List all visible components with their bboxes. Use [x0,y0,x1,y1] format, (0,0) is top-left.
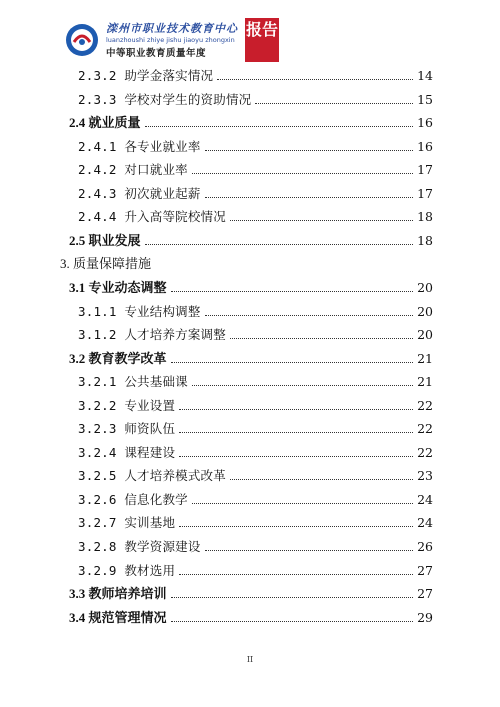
toc-entry[interactable] [78,158,433,180]
toc-dot-leader [205,150,414,151]
toc-dot-leader [171,291,414,292]
toc-entry[interactable] [69,229,433,251]
toc-entry[interactable] [78,64,433,86]
toc-entry[interactable] [78,394,433,416]
toc-entry[interactable] [69,347,433,369]
toc-entry-title: 2.4.4 升入高等院校情况 [78,209,226,225]
toc-entry-page: 22 [417,444,433,460]
toc-entry[interactable] [78,370,433,392]
toc-entry[interactable] [78,182,433,204]
toc-dot-leader [179,409,413,410]
school-name: 滦州市职业技术教育中心 [106,22,238,35]
toc-entry[interactable] [78,535,433,557]
toc-entry-title: 3.2.8 教学资源建设 [78,539,201,554]
toc-entry-page: 16 [417,115,433,131]
toc-entry-title: 3.2.3 师资队伍 [78,421,176,437]
toc-dot-leader [230,338,413,339]
toc-dot-leader [230,479,413,480]
toc-entry-title: 3. 质量保障措施 [60,256,152,272]
toc-entry[interactable] [78,464,433,486]
toc-entry-title: 3.1 专业动态调整 [69,279,167,295]
toc-entry-page: 26 [417,539,433,554]
toc-entry-page: 20 [417,303,433,319]
toc-entry[interactable] [78,300,433,322]
toc-entry-title: 3.2.9 教材选用 [78,562,176,578]
toc-dot-leader [145,126,414,127]
toc-entry[interactable] [78,511,433,533]
toc-entry-title: 2.4.2 对口就业率 [78,162,188,178]
toc-entry[interactable] [78,323,433,345]
toc-dot-leader [205,197,414,198]
toc-dot-leader [179,526,413,527]
page-number: II [246,655,254,664]
toc-entry[interactable] [78,441,433,463]
toc-entry-page: 23 [417,468,433,484]
toc-entry-page: 20 [417,279,433,295]
toc-entry[interactable] [60,252,433,274]
toc-entry-title: 3.1.1 专业结构调整 [78,303,201,319]
toc-entry-title: 3.4 规范管理情况 [69,609,167,625]
toc-dot-leader [145,244,414,245]
toc-entry-title: 2.5 职业发展 [69,232,141,248]
toc-entry-title: 2.3.3 学校对学生的资助情况 [78,91,252,107]
toc-entry[interactable] [78,205,433,227]
toc-dot-leader [171,621,414,622]
toc-entry-page: 17 [417,185,433,201]
toc-entry-page: 22 [417,397,433,413]
toc-dot-leader [192,385,413,386]
toc-entry-page: 18 [417,209,433,225]
toc-entry-title: 3.1.2 人才培养方案调整 [78,327,226,343]
toc-dot-leader [217,79,413,80]
toc-entry[interactable] [69,111,433,133]
toc-dot-leader [179,456,413,457]
toc-entry-title: 3.3 教师培养培训 [69,586,167,602]
toc-entry-page: 15 [417,91,433,107]
toc-entry[interactable] [78,88,433,110]
toc-entry[interactable] [78,559,433,581]
toc-entry[interactable] [69,276,433,298]
toc-entry-title: 3.2.1 公共基础课 [78,374,188,390]
toc-entry-page: 14 [417,68,433,83]
toc-dot-leader [230,220,413,221]
toc-entry[interactable] [78,488,433,510]
toc-entry-page: 24 [417,515,433,531]
toc-dot-leader [205,315,414,316]
school-logo-icon [64,22,100,58]
toc-entry-title: 2.4.1 各专业就业率 [78,138,201,154]
toc-entry-page: 20 [417,327,433,343]
toc-dot-leader [192,503,413,504]
toc-entry-title: 2.4.3 初次就业起薪 [78,185,201,201]
toc-entry-title: 2.3.2 助学金落实情况 [78,68,214,83]
toc-entry[interactable] [78,135,433,157]
toc-entry[interactable] [69,582,433,604]
toc-entry-page: 18 [417,232,433,248]
toc-dot-leader [179,574,413,575]
toc-entry[interactable] [78,417,433,439]
toc-entry-title: 3.2.6 信息化教学 [78,491,188,507]
toc-entry[interactable] [69,606,433,628]
toc-entry-page: 21 [417,350,433,366]
toc-dot-leader [205,550,414,551]
toc-entry-page: 17 [417,162,433,178]
report-header [62,14,282,66]
toc-entry-title: 3.2 教育教学改革 [69,350,167,366]
toc-entry-page: 27 [417,562,433,578]
report-badge: 报告 [245,18,279,62]
toc-entry-title: 3.2.7 实训基地 [78,515,176,531]
toc-dot-leader [171,362,414,363]
toc-entry-title: 2.4 就业质量 [69,115,141,131]
toc-entry-title: 3.2.4 课程建设 [78,444,176,460]
toc-entry-title: 3.2.2 专业设置 [78,397,176,413]
toc-dot-leader [171,597,414,598]
toc-entry-page: 27 [417,586,433,602]
toc-entry-page: 21 [417,374,433,390]
toc-entry-page: 24 [417,491,433,507]
report-subtitle: 中等职业教育质量年度 [106,48,207,59]
school-name-pinyin: luanzhoushi zhiye jishu jiaoyu zhongxin [106,36,235,44]
toc-dot-leader [255,103,413,104]
toc-dot-leader [192,173,413,174]
toc-entry-page: 29 [417,609,433,625]
toc-entry-title: 3.2.5 人才培养模式改革 [78,468,226,484]
toc-entry-page: 16 [417,138,433,154]
toc-entry-page: 22 [417,421,433,437]
toc-dot-leader [179,432,413,433]
